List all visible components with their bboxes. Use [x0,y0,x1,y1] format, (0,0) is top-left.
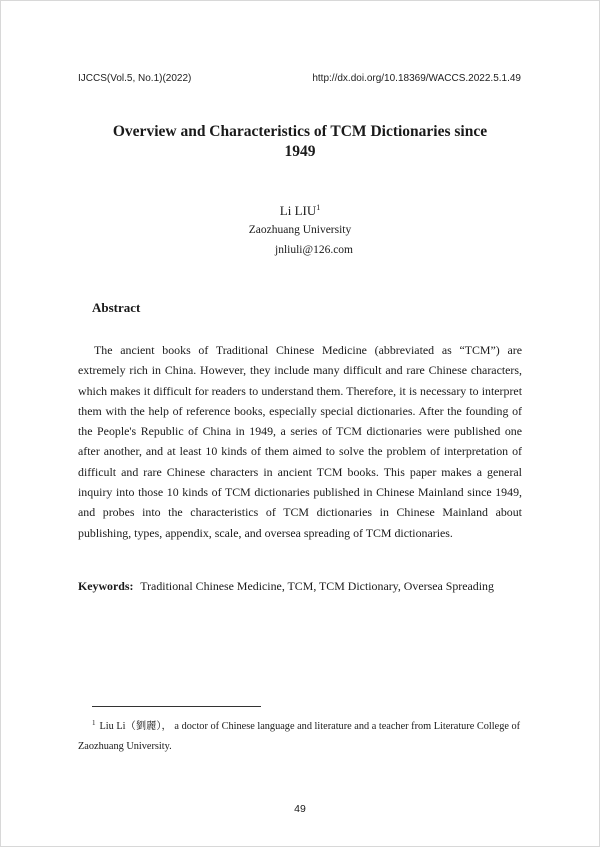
keywords-text: Traditional Chinese Medicine, TCM, TCM Dictionary, Oversea Spreading [140,579,494,593]
keywords-label: Keywords: [78,579,134,593]
author-affiliation: Zaozhuang University [248,224,352,236]
doi-link[interactable]: http://dx.doi.org/10.18369/WACCS.2022.5.1.49 [312,73,521,84]
abstract-heading: Abstract [92,300,141,315]
paper-title-line-1: Overview and Characteristics of TCM Dictionaries since [112,123,488,140]
footnote-text: Liu Li（劉麗）， a doctor of Chinese language and literature and a teacher from Literature College of Zaozhuang University. [78,721,521,752]
author-footnote-mark[interactable]: 1 [316,203,321,212]
author-email[interactable]: jnliuli@126.com [275,244,353,256]
keywords-line [78,577,522,595]
paper-title [78,122,522,162]
author-block [78,202,522,260]
abstract-body: The ancient books of Traditional Chinese Medicine (abbreviated as “TCM”) are extremely rich in China. However, they include many difficult and rare Chinese characters, which makes it difficult for readers to understand them. Therefore, it is necessary to interpret them with the help of reference books, especially special dictionaries. After the founding of the People's Republic of China in 1949, a series of TCM dictionaries were published one after another, and at least 10 kinds of them aimed to solve the problem of interpretation of difficult and rare Chinese characters in ancient TCM books. This paper makes a general inquiry into those 10 kinds of TCM dictionaries published in Chinese Mainland since 1949, and probes into the characteristics of TCM dictionaries in Chinese Mainland about publishing, types, appendix, scale, and oversea spreading of TCM dictionaries. [78,343,522,540]
page-number: 49 [294,803,306,815]
journal-header: IJCCS(Vol.5, No.1)(2022) [78,73,192,84]
author-name-line [78,202,522,220]
paper-title-line-2: 1949 [284,143,316,160]
footnote-divider [92,706,261,707]
author-name: Li LIU [279,203,317,218]
footnote [78,717,522,757]
footnote-mark: 1 [92,719,96,727]
